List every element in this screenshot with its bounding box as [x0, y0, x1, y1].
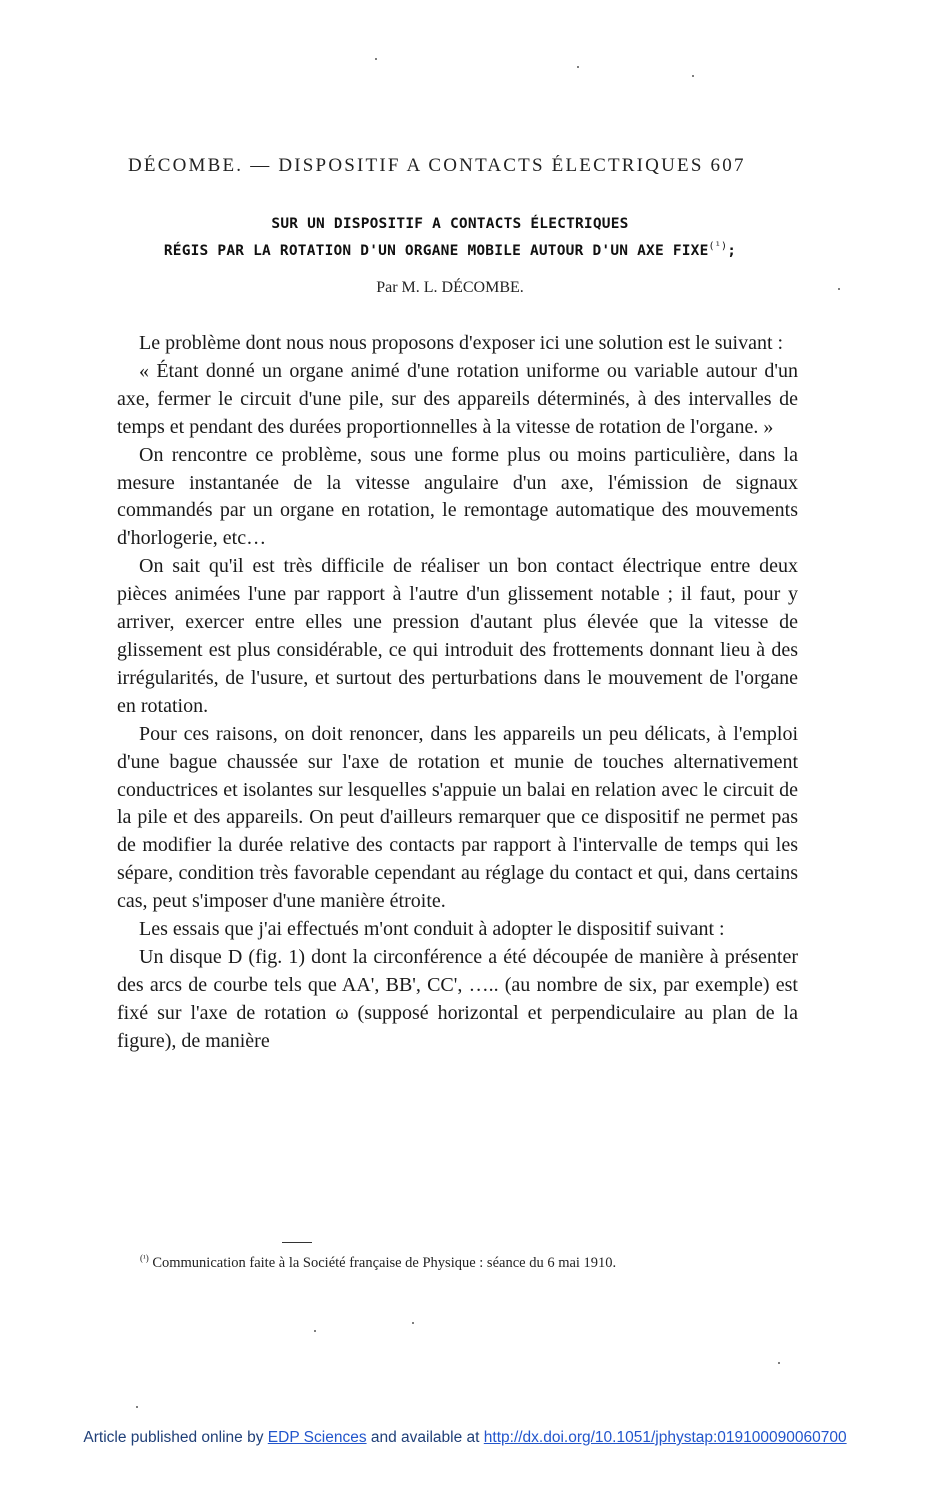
paragraph-4: On sait qu'il est très difficile de réaliser un bon contact électrique entre deux pièces animées l'une par rapport à l'autre d'un glissement notable ; il faut, pour y arriver, exercer entre elles une pression d'autant plus élevée que la vitesse de glissement est plus considérable, ce qui introduit des frottements donnant lieu à des irrégularités, de l'usure, et surtout des perturbations dans le mouvement de l'organe en rotation.	[117, 555, 798, 717]
doi-link[interactable]: http://dx.doi.org/10.1051/jphystap:019100090060700	[483, 1429, 847, 1446]
scan-speck	[412, 1322, 414, 1324]
publication-banner	[0, 1429, 930, 1447]
scan-speck	[577, 66, 579, 68]
scan-speck	[692, 75, 694, 77]
paragraph-5: Pour ces raisons, on doit renoncer, dans les appareils un peu délicats, à l'emploi d'une bague chaussée sur l'axe de rotation et munie de touches alternativement conductrices et isolantes sur lesquelles s'appuie un balai en relation avec le circuit de la pile et des appareils. On peut d'ailleurs remarquer que ce dispositif ne permet pas de modifier la durée relative des contacts par rapport à l'intervalle de temps qui les sépare, condition très favorable cependant au réglage du contact et qui, dans certains cas, peut s'imposer d'une manière étroite.	[117, 722, 798, 913]
scan-speck	[778, 1362, 780, 1364]
footnote-text: Communication faite à la Société française de Physique : séance du 6 mai 1910.	[148, 1254, 617, 1271]
paragraph-6: Les essais que j'ai effectués m'ont conduit à adopter le dispositif suivant :	[139, 918, 725, 941]
article-author: Par M. L. DÉCOMBE.	[376, 279, 524, 296]
title-footnote-marker[interactable]: (¹)	[708, 241, 728, 252]
paragraph-3: On rencontre ce problème, sous une forme plus ou moins particulière, dans la mesure instantanée de la vitesse angulaire d'un axe, l'émission de signaux commandés par un organe en rotation, le remontage automatique des mouvements d'horlogerie, etc…	[117, 443, 798, 550]
footnote	[140, 1253, 800, 1272]
banner-middle: and available at	[366, 1429, 484, 1446]
scan-speck	[136, 1406, 138, 1408]
article-title-tail: ;	[727, 242, 737, 259]
banner-prefix: Article published online by	[83, 1429, 268, 1446]
footnote-divider	[282, 1242, 312, 1243]
footnote-marker: (¹)	[140, 1253, 149, 1263]
running-head: DÉCOMBE. — DISPOSITIF A CONTACTS ÉLECTRIQUES 607	[128, 155, 746, 176]
article-title-line-2-text: RÉGIS PAR LA ROTATION D'UN ORGANE MOBILE AUTOUR D'UN AXE FIXE	[163, 242, 709, 259]
scan-speck	[838, 288, 840, 290]
article-title-line-1: SUR UN DISPOSITIF A CONTACTS ÉLECTRIQUES	[271, 216, 629, 232]
scan-speck	[375, 58, 377, 60]
scan-speck	[314, 1330, 316, 1332]
article-body	[117, 330, 798, 1056]
paragraph-7: Un disque D (fig. 1) dont la circonférence a été découpée de manière à présenter des arcs de courbe tels que AA', BB', CC', ….. (au nombre de six, par exemple) est fixé sur l'axe de rotation ω (supposé horizontal et perpendiculaire au plan de la figure), de manière	[117, 945, 798, 1052]
publisher-link[interactable]: EDP Sciences	[267, 1429, 367, 1446]
paragraph-2: « Étant donné un organe animé d'une rotation uniforme ou variable autour d'un axe, fermer le circuit d'une pile, sur des appareils déterminés, à des intervalles de temps et pendant des durées proportionnelles à la vitesse de rotation de l'organe. »	[117, 359, 798, 438]
article-title-line-2	[100, 241, 800, 259]
paragraph-1: Le problème dont nous nous proposons d'exposer ici une solution est le suivant :	[139, 332, 784, 354]
